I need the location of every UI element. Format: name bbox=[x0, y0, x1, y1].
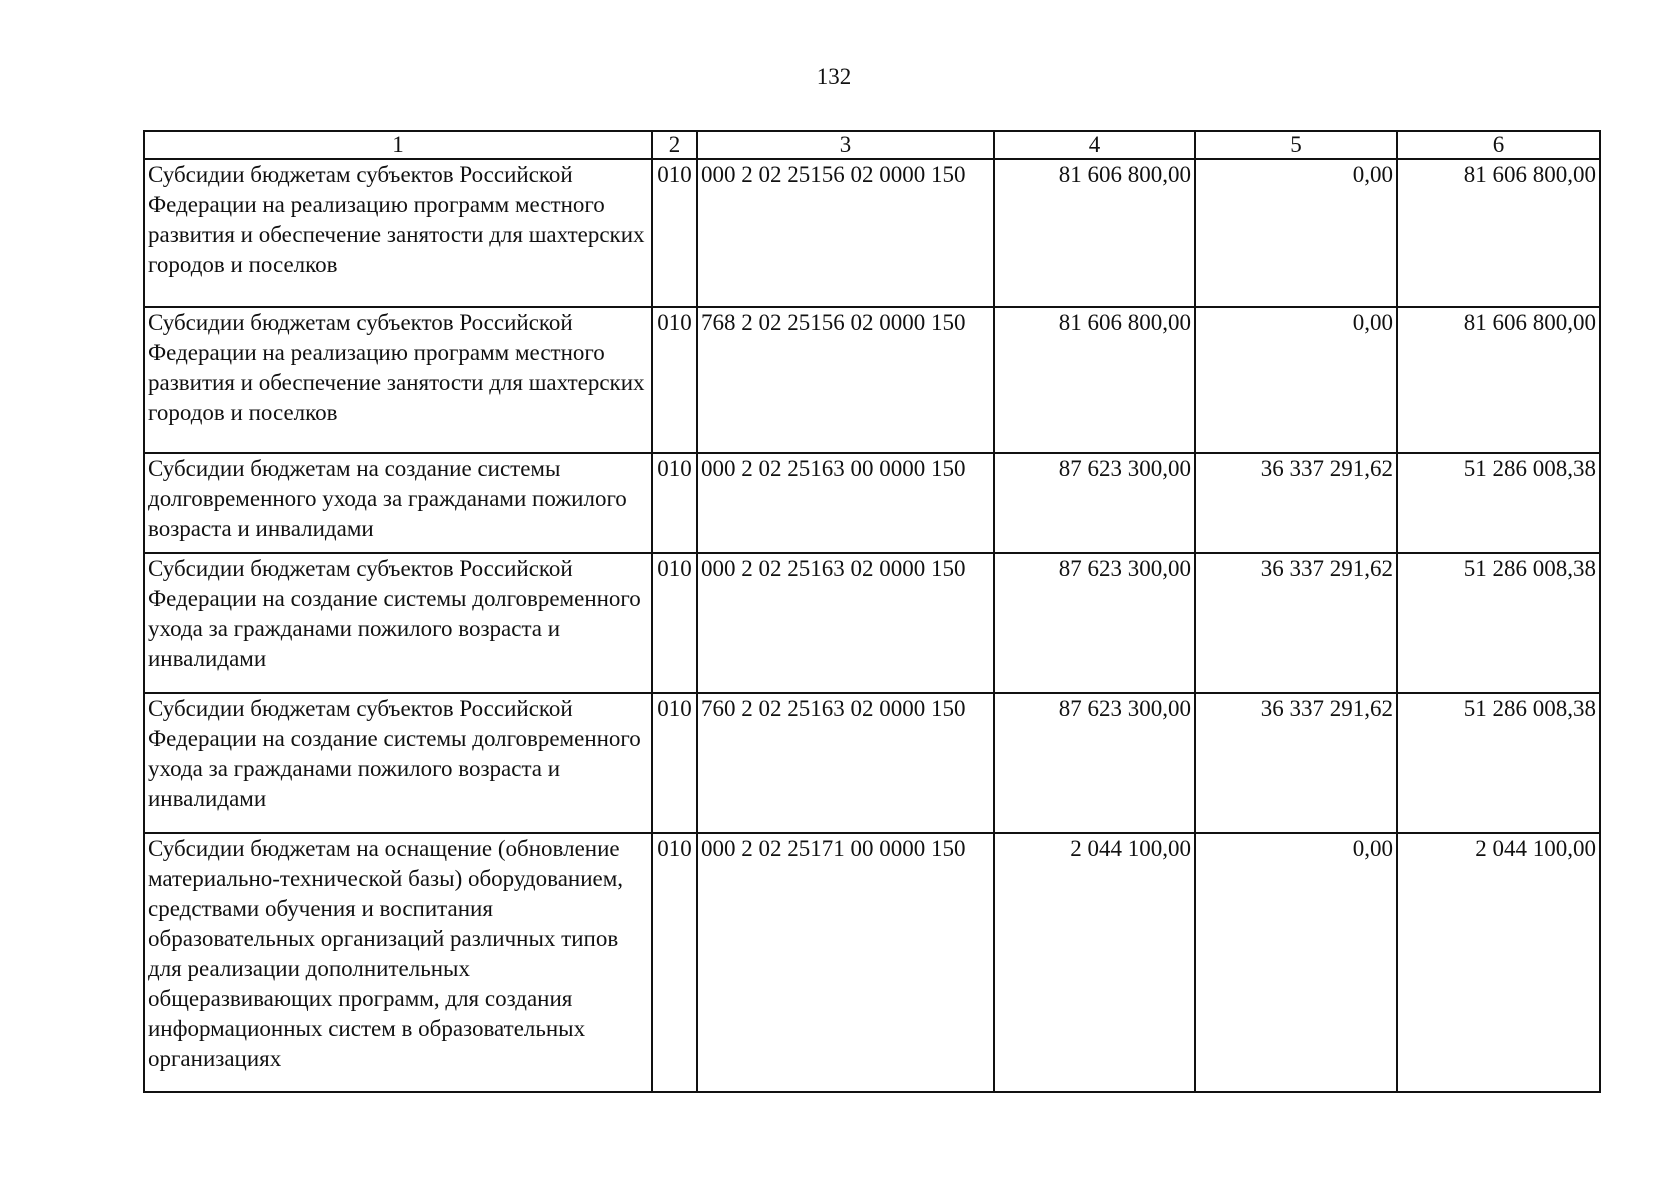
row-executed-amount: 0,00 bbox=[1195, 159, 1397, 307]
row-classification-code: 768 2 02 25156 02 0000 150 bbox=[697, 307, 994, 453]
row-admin-code: 010 bbox=[652, 553, 697, 693]
row-approved-amount: 87 623 300,00 bbox=[994, 553, 1195, 693]
row-admin-code: 010 bbox=[652, 693, 697, 833]
row-description: Субсидии бюджетам субъектов Российской Федерации на создание системы долговременного ухода за гражданами пожилого возраста и инвалидами bbox=[144, 693, 652, 833]
row-approved-amount: 81 606 800,00 bbox=[994, 307, 1195, 453]
row-description: Субсидии бюджетам на оснащение (обновление материально-технической базы) оборудованием, средствами обучения и воспитания образовательных организаций различных типов для реализации дополнительных общеразвивающих программ, для создания информационных систем в образовательных организациях bbox=[144, 833, 652, 1092]
table-row bbox=[144, 693, 1600, 833]
row-remainder-amount: 51 286 008,38 bbox=[1397, 553, 1600, 693]
row-approved-amount: 87 623 300,00 bbox=[994, 453, 1195, 553]
row-admin-code: 010 bbox=[652, 833, 697, 1092]
row-approved-amount: 87 623 300,00 bbox=[994, 693, 1195, 833]
row-description: Субсидии бюджетам субъектов Российской Федерации на создание системы долговременного ухода за гражданами пожилого возраста и инвалидами bbox=[144, 553, 652, 693]
row-description: Субсидии бюджетам субъектов Российской Федерации на реализацию программ местного развития и обеспечение занятости для шахтерских городов и поселков bbox=[144, 159, 652, 307]
row-remainder-amount: 51 286 008,38 bbox=[1397, 453, 1600, 553]
column-header-1: 1 bbox=[144, 131, 652, 159]
row-executed-amount: 36 337 291,62 bbox=[1195, 453, 1397, 553]
row-approved-amount: 81 606 800,00 bbox=[994, 159, 1195, 307]
row-classification-code: 000 2 02 25156 02 0000 150 bbox=[697, 159, 994, 307]
row-executed-amount: 36 337 291,62 bbox=[1195, 553, 1397, 693]
row-classification-code: 000 2 02 25163 02 0000 150 bbox=[697, 553, 994, 693]
row-remainder-amount: 81 606 800,00 bbox=[1397, 307, 1600, 453]
row-remainder-amount: 81 606 800,00 bbox=[1397, 159, 1600, 307]
budget-table bbox=[143, 130, 1601, 1093]
row-remainder-amount: 2 044 100,00 bbox=[1397, 833, 1600, 1092]
column-header-4: 4 bbox=[994, 131, 1195, 159]
row-description: Субсидии бюджетам на создание системы долговременного ухода за гражданами пожилого возраста и инвалидами bbox=[144, 453, 652, 553]
column-header-3: 3 bbox=[697, 131, 994, 159]
row-admin-code: 010 bbox=[652, 453, 697, 553]
table-row bbox=[144, 833, 1600, 1092]
row-description: Субсидии бюджетам субъектов Российской Федерации на реализацию программ местного развития и обеспечение занятости для шахтерских городов и поселков bbox=[144, 307, 652, 453]
row-executed-amount: 0,00 bbox=[1195, 833, 1397, 1092]
row-classification-code: 000 2 02 25163 00 0000 150 bbox=[697, 453, 994, 553]
table-row bbox=[144, 453, 1600, 553]
row-classification-code: 000 2 02 25171 00 0000 150 bbox=[697, 833, 994, 1092]
table-row bbox=[144, 307, 1600, 453]
row-executed-amount: 36 337 291,62 bbox=[1195, 693, 1397, 833]
column-header-2: 2 bbox=[652, 131, 697, 159]
page-number: 132 bbox=[816, 64, 852, 89]
column-header-6: 6 bbox=[1397, 131, 1600, 159]
row-admin-code: 010 bbox=[652, 159, 697, 307]
table-header-row bbox=[144, 131, 1600, 159]
row-remainder-amount: 51 286 008,38 bbox=[1397, 693, 1600, 833]
row-admin-code: 010 bbox=[652, 307, 697, 453]
row-classification-code: 760 2 02 25163 02 0000 150 bbox=[697, 693, 994, 833]
table-row bbox=[144, 159, 1600, 307]
row-executed-amount: 0,00 bbox=[1195, 307, 1397, 453]
column-header-5: 5 bbox=[1195, 131, 1397, 159]
row-approved-amount: 2 044 100,00 bbox=[994, 833, 1195, 1092]
table-row bbox=[144, 553, 1600, 693]
